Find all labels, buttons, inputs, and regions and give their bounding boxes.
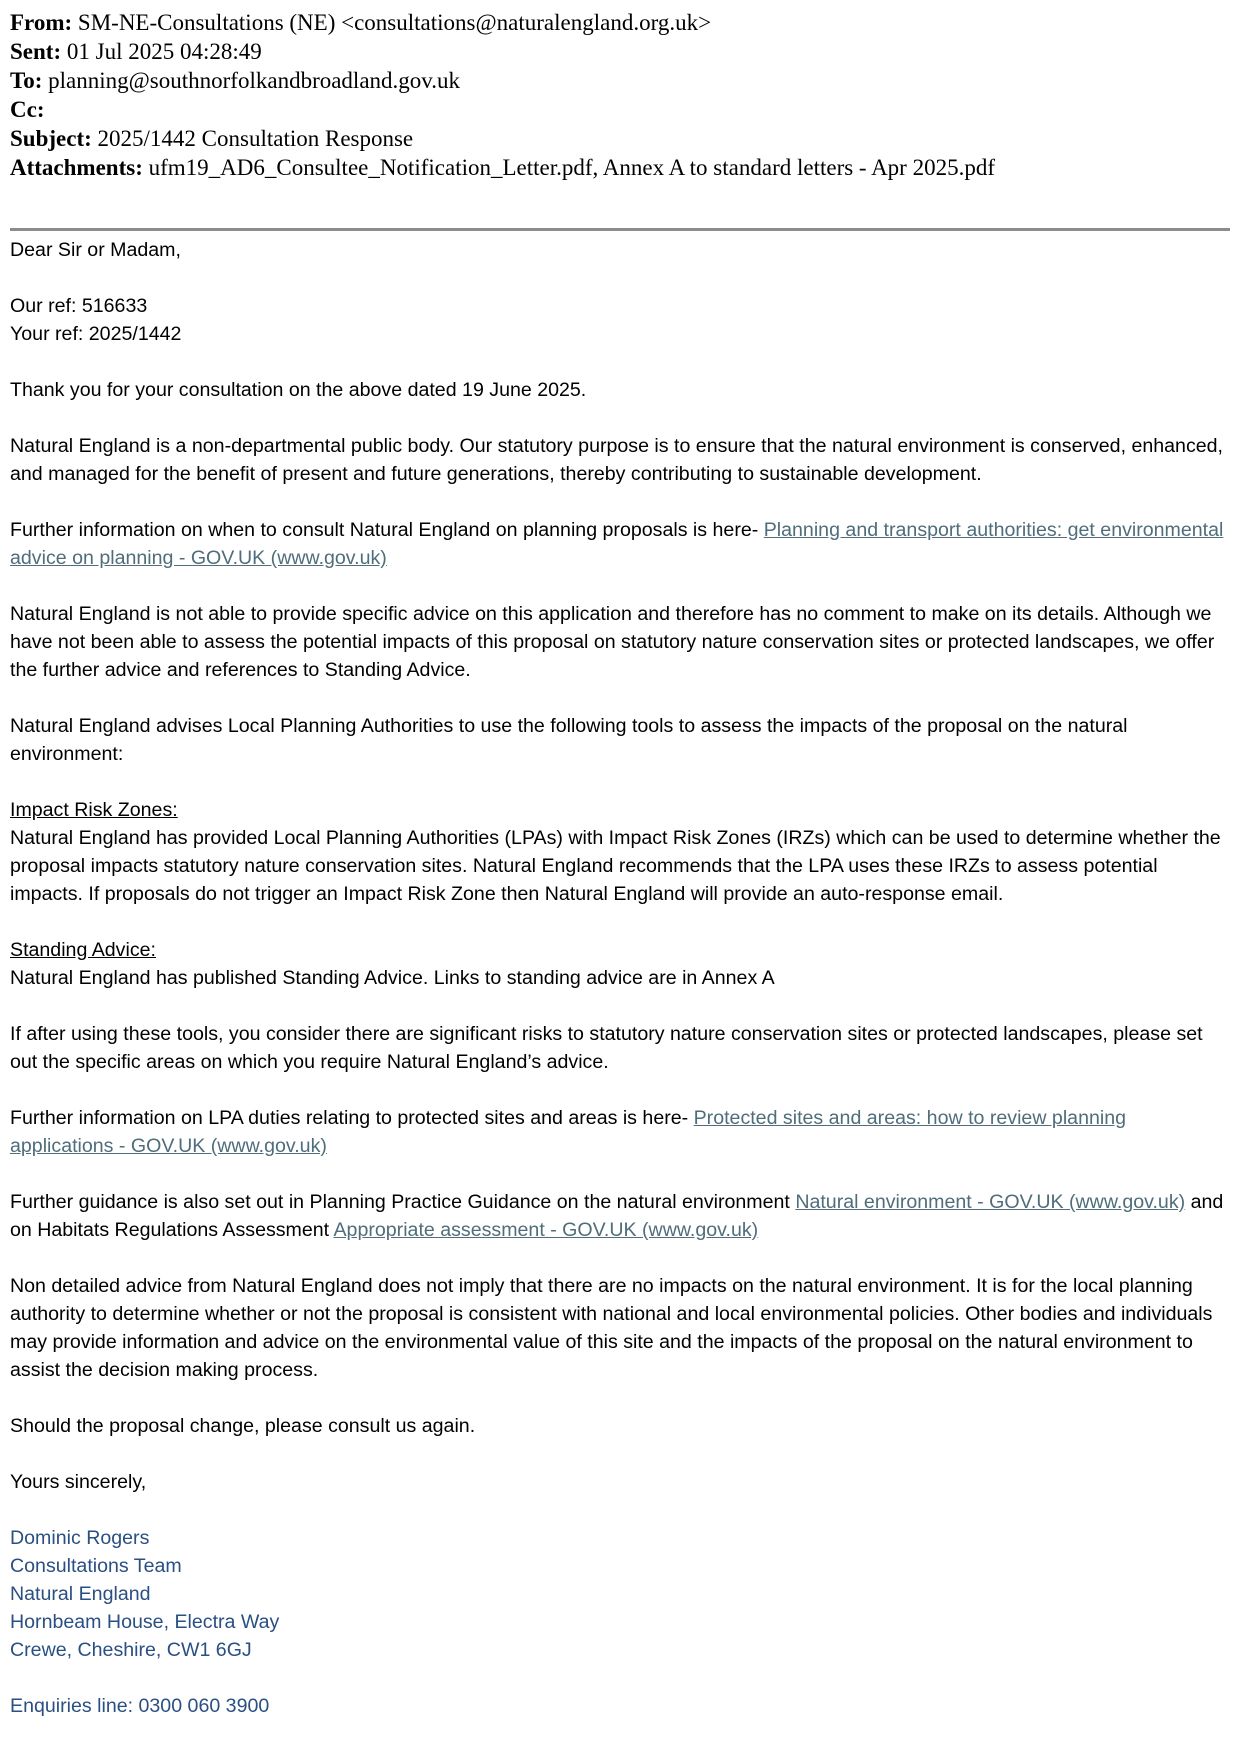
your-ref: Your ref: 2025/1442: [10, 323, 182, 345]
guidance-paragraph: [10, 1188, 1232, 1244]
signoff: Yours sincerely,: [10, 1471, 147, 1493]
further-info-paragraph-1: [10, 516, 1232, 572]
subject-label: Subject:: [10, 126, 92, 151]
standing-advice-paragraph: Natural England has published Standing Advice. Links to standing advice are in Annex A: [10, 967, 775, 989]
to-line: [10, 66, 1228, 95]
cc-label: Cc:: [10, 97, 45, 122]
from-value: SM-NE-Consultations (NE) <consultations@naturalengland.org.uk>: [77, 10, 712, 35]
sent-label: Sent:: [10, 39, 62, 64]
appropriate-assessment-link[interactable]: Appropriate assessment - GOV.UK (www.gov.uk): [333, 1219, 759, 1241]
further-info-2-text: Further information on LPA duties relating to protected sites and areas is here-: [10, 1107, 694, 1129]
signature-block: [10, 1524, 1232, 1720]
no-specific-advice-paragraph: Natural England is not able to provide specific advice on this application and therefore has no comment to make on its details. Although we have not been able to assess the potential impacts of this proposal on statutory nature conservation sites or protected landscapes, we offer the further advice and references to Standing Advice.: [10, 603, 1215, 681]
protected-sites-link[interactable]: Protected sites and areas: how to review planning applications - GOV.UK (www.gov.uk): [10, 1107, 1127, 1157]
irz-paragraph: Natural England has provided Local Planning Authorities (LPAs) with Impact Risk Zones (IRZs) which can be used to determine whether the proposal impacts statutory nature conservation sites. Natural England recommends that the LPA uses these IRZs to assess potential impacts. If proposals do not trigger an Impact Risk Zone then Natural England will provide an auto-response email.: [10, 827, 1221, 905]
from-label: From:: [10, 10, 73, 35]
purpose-paragraph: Natural England is a non-departmental public body. Our statutory purpose is to ensure that the natural environment is conserved, enhanced, and managed for the benefit of present and future generations, thereby contributing to sustainable development.: [10, 435, 1223, 485]
signature-team: Consultations Team: [10, 1555, 182, 1577]
further-info-1-text: Further information on when to consult Natural England on planning proposals is here-: [10, 519, 764, 541]
tools-intro-paragraph: Natural England advises Local Planning Authorities to use the following tools to assess the impacts of the proposal on the natural environment:: [10, 715, 1128, 765]
signature-name: Dominic Rogers: [10, 1527, 150, 1549]
natural-environment-link[interactable]: Natural environment - GOV.UK (www.gov.uk): [795, 1191, 1186, 1213]
attachments-label: Attachments:: [10, 155, 143, 180]
change-paragraph: Should the proposal change, please consult us again.: [10, 1415, 476, 1437]
further-info-paragraph-2: [10, 1104, 1232, 1160]
cc-line: [10, 95, 1228, 124]
subject-value: 2025/1442 Consultation Response: [97, 126, 414, 151]
guidance-text-2: and on Habitats Regulations Assessment: [10, 1191, 1224, 1241]
non-detailed-paragraph: Non detailed advice from Natural England does not imply that there are no impacts on the natural environment. It is for the local planning authority to determine whether or not the proposal is consistent with national and local environmental policies. Other bodies and individuals may provide information and advice on the environmental value of this site and the impacts of the proposal on the natural environment to assist the decision making process.: [10, 1275, 1213, 1381]
email-body: [10, 236, 1232, 1720]
from-line: [10, 8, 1228, 37]
signature-address-2: Crewe, Cheshire, CW1 6GJ: [10, 1639, 252, 1661]
subject-line: [10, 124, 1228, 153]
greeting: Dear Sir or Madam,: [10, 239, 181, 261]
to-label: To:: [10, 68, 43, 93]
signature-enquiries: Enquiries line: 0300 060 3900: [10, 1695, 270, 1717]
signature-address-1: Hornbeam House, Electra Way: [10, 1611, 280, 1633]
risks-paragraph: If after using these tools, you consider there are significant risks to statutory nature conservation sites or protected landscapes, please set out the specific areas on which you require Natural England’s advice.: [10, 1023, 1203, 1073]
irz-heading: Impact Risk Zones:: [10, 799, 178, 821]
our-ref: Our ref: 516633: [10, 295, 148, 317]
email-header: [10, 8, 1228, 182]
planning-transport-link[interactable]: Planning and transport authorities: get environmental advice on planning - GOV.UK (www.gov.uk): [10, 519, 1224, 569]
header-divider: [10, 228, 1230, 231]
standing-advice-heading: Standing Advice:: [10, 939, 156, 961]
sent-value: 01 Jul 2025 04:28:49: [66, 39, 262, 64]
thanks-paragraph: Thank you for your consultation on the above dated 19 June 2025.: [10, 379, 587, 401]
guidance-text-1: Further guidance is also set out in Planning Practice Guidance on the natural environment: [10, 1191, 796, 1213]
signature-org: Natural England: [10, 1583, 151, 1605]
sent-line: [10, 37, 1228, 66]
to-value: planning@southnorfolkandbroadland.gov.uk: [48, 68, 461, 93]
attachments-line: [10, 153, 1228, 182]
attachments-value: ufm19_AD6_Consultee_Notification_Letter.pdf, Annex A to standard letters - Apr 2025.pdf: [148, 155, 995, 180]
